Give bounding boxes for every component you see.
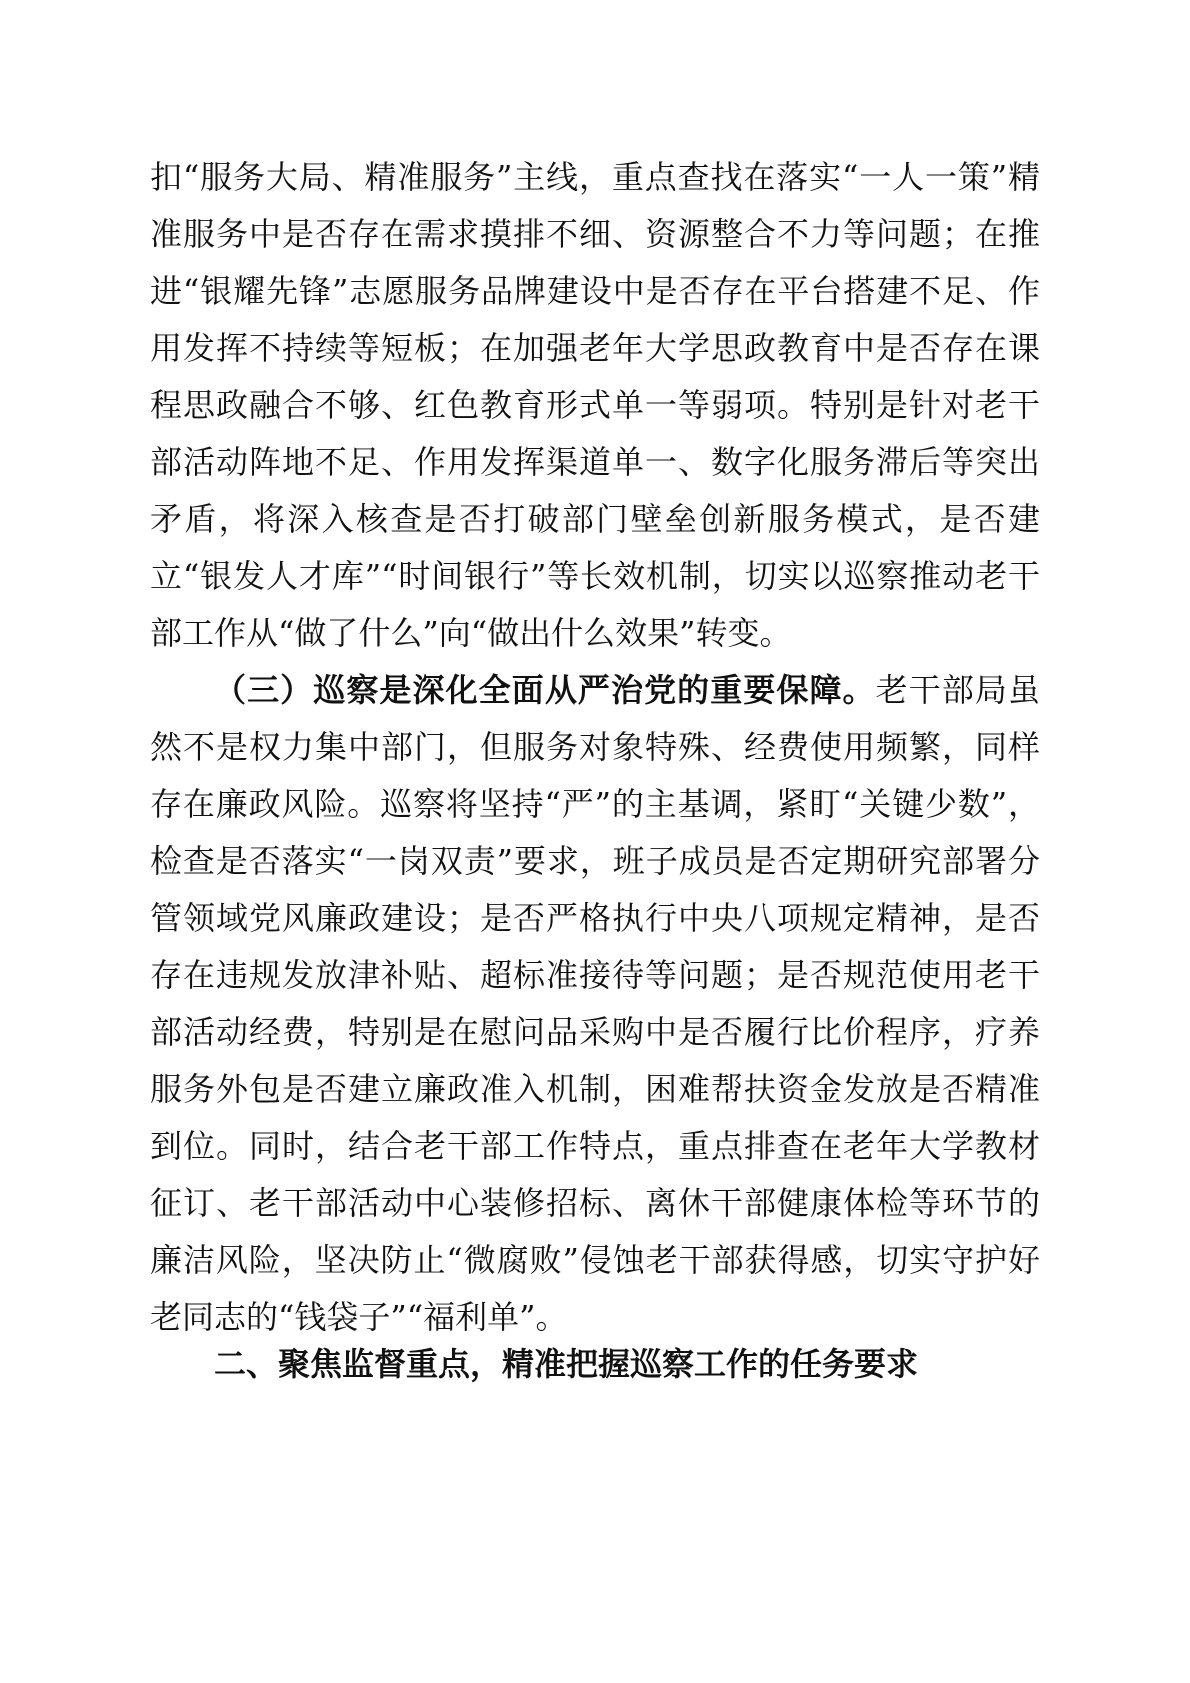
section-3-lead: （三）巡察是深化全面从严治党的重要保障。 — [214, 671, 876, 709]
body-text — [150, 149, 1040, 1346]
section-heading-2: 二、聚焦监督重点，精准把握巡察工作的任务要求 — [214, 1345, 919, 1383]
paragraph-section-3 — [150, 662, 1040, 1346]
section-3-body: 老干部局虽然不是权力集中部门，但服务对象特殊、经费使用频繁，同样存在廉政风险。巡察将坚持“严”的主基调，紧盯“关键少数”，检查是否落实“一岗双责”要求，班子成员是否定期研究部署分管领域党风廉政建设；是否严格执行中央八项规定精神，是否存在违规发放津补贴、超标准接待等问题；是否规范使用老干部活动经费，特别是在慰问品采购中是否履行比价程序，疗养服务外包是否建立廉政准入机制，困难帮扶资金发放是否精准到位。同时，结合老干部工作特点，重点排查在老年大学教材征订、老干部活动中心装修招标、离休干部健康体检等环节的廉洁风险，坚决防止“微腐败”侵蚀老干部获得感，切实守护好老同志的“钱袋子”“福利单”。 — [150, 671, 1040, 1336]
paragraph-continuation: 扣“服务大局、精准服务”主线，重点查找在落实“一人一策”精准服务中是否存在需求摸排不细、资源整合不力等问题；在推进“银耀先锋”志愿服务品牌建设中是否存在平台搭建不足、作用发挥不持续等短板；在加强老年大学思政教育中是否存在课程思政融合不够、红色教育形式单一等弱项。特别是针对老干部活动阵地不足、作用发挥渠道单一、数字化服务滞后等突出矛盾，将深入核查是否打破部门壁垒创新服务模式，是否建立“银发人才库”“时间银行”等长效机制，切实以巡察推动老干部工作从“做了什么”向“做出什么效果”转变。 — [150, 158, 1040, 652]
